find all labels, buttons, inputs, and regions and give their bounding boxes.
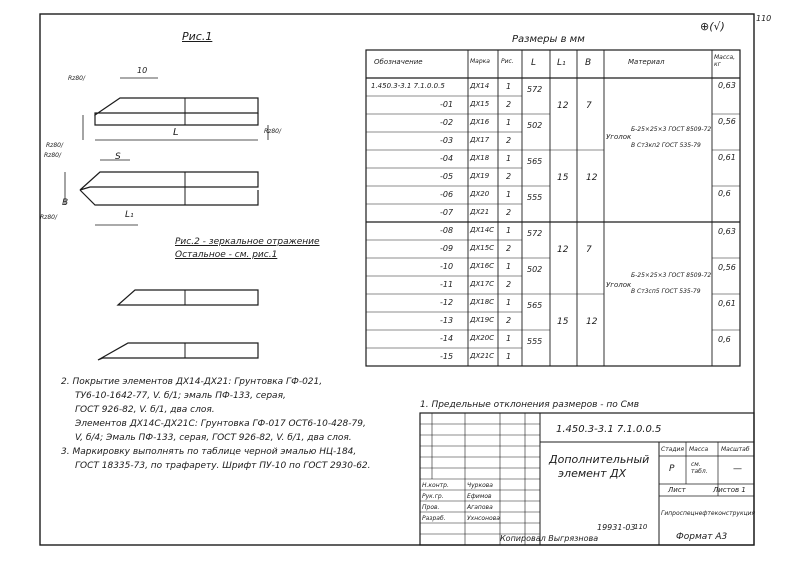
scale-header: Масштаб xyxy=(721,446,750,453)
row-designation: -08 xyxy=(440,226,454,235)
row-designation: 1.450.3-3.1 7.1.0.0.5 xyxy=(371,82,445,90)
L-565-a: 565 xyxy=(527,157,543,166)
row-mark: ДХ15 xyxy=(470,100,490,108)
row-designation: -14 xyxy=(440,334,454,343)
B-a: 7 xyxy=(586,101,592,111)
L1-c: 12 xyxy=(557,245,569,255)
material-1-steel: В Ст3кп2 ГОСТ 535-79 xyxy=(631,142,701,149)
row-mark: ДХ15С xyxy=(470,244,495,252)
mass-g: 0,61 xyxy=(718,299,736,308)
sign-name: Чуркова xyxy=(467,482,493,489)
row-designation: -07 xyxy=(440,208,454,217)
mass-a: 0,63 xyxy=(718,81,736,90)
mass-d: 0,6 xyxy=(718,189,731,198)
row-fig: 2 xyxy=(506,172,512,181)
row-fig: 2 xyxy=(506,100,512,109)
mass-h: 0,6 xyxy=(718,335,731,344)
L1-a: 12 xyxy=(557,101,569,111)
row-mark: ДХ17 xyxy=(470,136,490,144)
row-mark: ДХ19 xyxy=(470,172,490,180)
L-502-a: 502 xyxy=(527,121,543,130)
row-designation: -06 xyxy=(440,190,454,199)
note-3-line-2: ГОСТ 18335-73, по трафарету. Шрифт ПУ-10 по ГОСТ 2930-62. xyxy=(75,461,371,471)
stage-header: Стадия xyxy=(661,446,685,453)
row-fig: 1 xyxy=(506,262,512,271)
col-mass: Масса, кг xyxy=(714,54,736,68)
roughness-a: Rz80/ xyxy=(68,75,85,82)
sign-name: Ухнсонова xyxy=(467,515,500,522)
L1-b: 15 xyxy=(557,173,569,183)
col-B: B xyxy=(585,58,592,68)
material-1-spec: Б-25×25×3 ГОСТ 8509-72 xyxy=(631,126,712,133)
row-fig: 1 xyxy=(506,334,512,343)
fig2-subtitle: Остальное - см. рис.1 xyxy=(175,250,278,260)
note-2-line-4: Элементов ДХ14С-ДХ21С: Грунтовка ГФ-017 ОСТ6-10-428-79, xyxy=(75,419,366,429)
roughness-e: Rz80/ xyxy=(40,214,57,221)
row-mark: ДХ19С xyxy=(470,316,495,324)
dimensions-title: Размеры в мм xyxy=(512,34,585,45)
row-fig: 2 xyxy=(506,244,512,253)
row-mark: ДХ16С xyxy=(470,262,495,270)
sign-name: Агапова xyxy=(467,504,493,511)
fig2-title: Рис.2 - зеркальное отражение xyxy=(175,237,320,247)
row-fig: 1 xyxy=(506,118,512,127)
row-mark: ДХ14 xyxy=(470,82,490,90)
row-mark: ДХ20С xyxy=(470,334,495,342)
col-material: Материал xyxy=(628,58,665,66)
row-fig: 1 xyxy=(506,82,512,91)
row-designation: -03 xyxy=(440,136,454,145)
B-d: 12 xyxy=(586,317,598,327)
stage-value: Р xyxy=(669,464,675,474)
row-designation: -15 xyxy=(440,352,454,361)
note-2-line-5: V, б/4; Эмаль ПФ-133, серая, ГОСТ 926-82, V. б/1, два слоя. xyxy=(75,433,352,443)
roughness-b: Rz80/ xyxy=(46,142,63,149)
B-b: 12 xyxy=(586,173,598,183)
mass-header: Масса xyxy=(689,446,709,453)
row-mark: ДХ14С xyxy=(470,226,495,234)
row-designation: -05 xyxy=(440,172,454,181)
sign-role: Пров. xyxy=(422,504,440,511)
footer-copied: Копировал Выгрязнова xyxy=(500,534,599,543)
row-designation: -09 xyxy=(440,244,454,253)
material-2-steel: В Ст3сп5 ГОСТ 535-79 xyxy=(631,288,701,295)
row-fig: 1 xyxy=(506,226,512,235)
row-mark: ДХ18 xyxy=(470,154,490,162)
row-designation: -01 xyxy=(440,100,454,109)
footer-page: 110 xyxy=(634,523,648,531)
mass-f: 0,56 xyxy=(718,263,736,272)
roughness-c: Rz80/ xyxy=(264,128,281,135)
sign-role: Н.контр. xyxy=(422,482,449,489)
L-555-a: 555 xyxy=(527,193,543,202)
row-mark: ДХ18С xyxy=(470,298,495,306)
row-designation: -04 xyxy=(440,154,454,163)
row-fig: 1 xyxy=(506,298,512,307)
col-L: L xyxy=(531,58,537,68)
B-c: 7 xyxy=(586,245,592,255)
material-1-name: Уголок xyxy=(606,133,632,141)
row-mark: ДХ20 xyxy=(470,190,490,198)
title-name-2: элемент ДХ xyxy=(558,467,627,480)
note-2-line-1: 2. Покрытие элементов ДХ14-ДХ21: Грунтовка ГФ-021, xyxy=(61,377,323,387)
col-L1: L₁ xyxy=(557,58,566,68)
scale-value: — xyxy=(733,464,742,474)
organization: Гипроспецнефтеконструкция xyxy=(661,510,756,517)
page-number: 110 xyxy=(756,14,772,23)
row-mark: ДХ21С xyxy=(470,352,495,360)
dim-S: S xyxy=(115,152,121,162)
mass-value: см. табл. xyxy=(691,461,708,475)
L-572-a: 572 xyxy=(527,85,543,94)
dim-B: B xyxy=(62,198,69,208)
row-fig: 2 xyxy=(506,208,512,217)
title-name-1: Дополнительный xyxy=(549,453,650,466)
material-2-spec: Б-25×25×3 ГОСТ 8509-72 xyxy=(631,272,712,279)
row-designation: -11 xyxy=(440,280,454,289)
col-mark: Марка xyxy=(470,58,490,65)
row-mark: ДХ16 xyxy=(470,118,490,126)
dim-L1: L₁ xyxy=(125,210,134,220)
footer-doc-id: 19931-03 xyxy=(597,523,636,532)
row-fig: 2 xyxy=(506,136,512,145)
mass-c: 0,61 xyxy=(718,153,736,162)
row-fig: 2 xyxy=(506,316,512,325)
L-565-b: 565 xyxy=(527,301,543,310)
note-2-line-2: ТУ6-10-1642-77, V. б/1; эмаль ПФ-133, серая, xyxy=(75,391,286,401)
row-designation: -12 xyxy=(440,298,454,307)
mass-e: 0,63 xyxy=(718,227,736,236)
L-555-b: 555 xyxy=(527,337,543,346)
note-1: 1. Предельные отклонения размеров - по Смв xyxy=(420,400,640,410)
corner-mark: ⊕(√) xyxy=(700,20,725,33)
L1-d: 15 xyxy=(557,317,569,327)
dim-L: L xyxy=(173,127,179,138)
sign-role: Рук.гр. xyxy=(422,493,444,500)
L-502-b: 502 xyxy=(527,265,543,274)
sheets-label: Листов 1 xyxy=(713,486,746,494)
roughness-d: Rz80/ xyxy=(44,152,61,159)
row-fig: 1 xyxy=(506,154,512,163)
row-fig: 2 xyxy=(506,280,512,289)
row-mark: ДХ17С xyxy=(470,280,495,288)
note-3-line-1: 3. Маркировку выполнять по таблице черной эмалью НЦ-184, xyxy=(61,447,357,457)
row-fig: 1 xyxy=(506,352,512,361)
dim-10: 10 xyxy=(137,66,148,75)
L-572-b: 572 xyxy=(527,229,543,238)
row-designation: -10 xyxy=(440,262,454,271)
note-2-line-3: ГОСТ 926-82, V. б/1, два слоя. xyxy=(75,405,215,415)
material-2-name: Уголок xyxy=(606,281,632,289)
footer-format: Формат А3 xyxy=(676,532,728,542)
row-designation: -02 xyxy=(440,118,454,127)
sign-name: Ефимов xyxy=(467,493,492,500)
col-designation: Обозначение xyxy=(374,58,423,66)
sign-role: Разраб. xyxy=(422,515,446,522)
row-mark: ДХ21 xyxy=(470,208,490,216)
col-fig: Рис. xyxy=(501,58,514,65)
mass-b: 0,56 xyxy=(718,117,736,126)
row-fig: 1 xyxy=(506,190,512,199)
title-doc-code: 1.450.3-3.1 7.1.0.0.5 xyxy=(556,424,662,435)
fig1-title: Рис.1 xyxy=(182,30,213,43)
row-designation: -13 xyxy=(440,316,454,325)
sheet-label: Лист xyxy=(668,486,686,494)
